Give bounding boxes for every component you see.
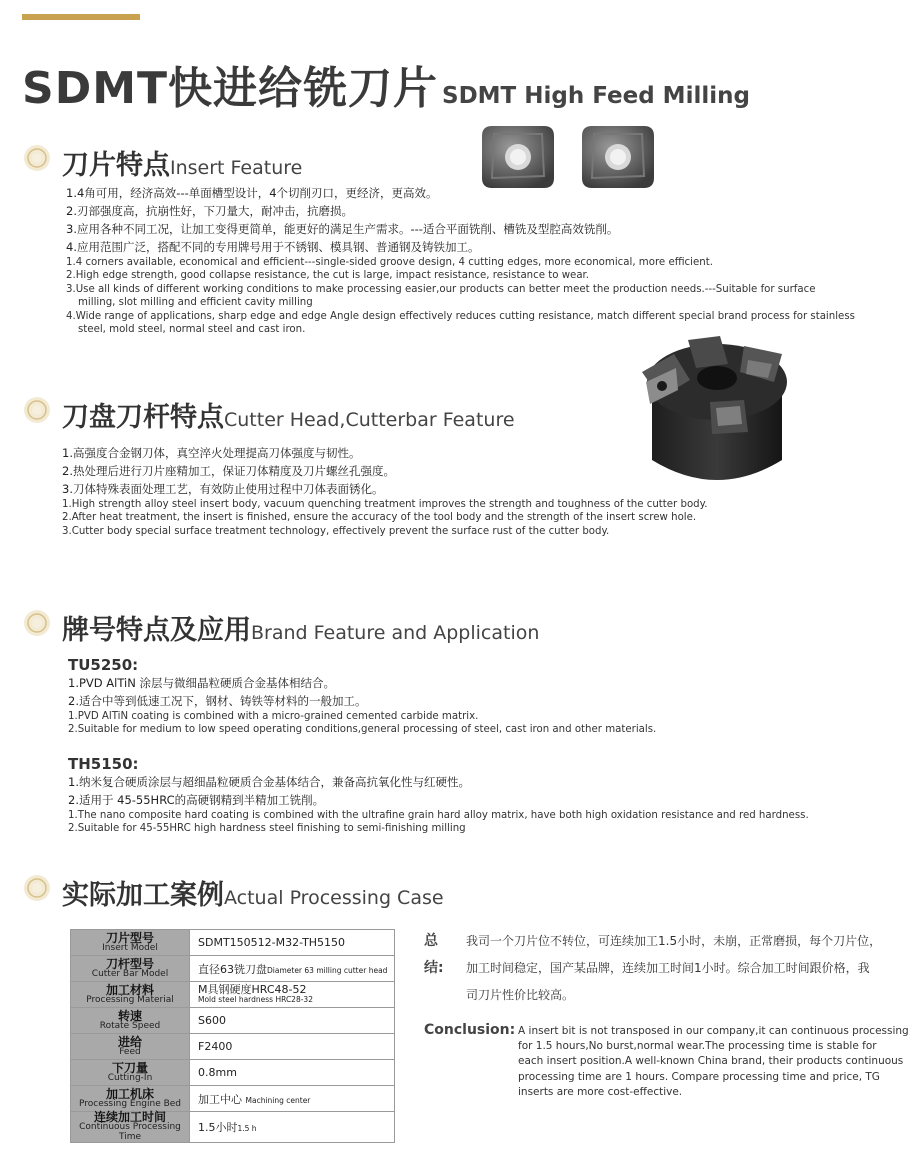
list-item: 2.适合中等到低速工况下，钢材、铸铁等材料的一般加工。 (68, 694, 367, 708)
cutter-feature-cn-list (62, 444, 395, 498)
list-item: 1.High strength alloy steel insert body, vacuum quenching treatment improves the strength and toughness of the cutter body. (62, 499, 708, 510)
list-item: 1.4 corners available, economical and efficient---single-sided groove design, 4 cutting edges, more economical, more efficient. (66, 257, 713, 268)
table-row: 刀杆型号 Cutter Bar Model 直径63铣刀盘Diameter 63 milling cutter head (71, 956, 395, 982)
list-item: milling, slot milling and efficient cavity milling (78, 297, 313, 309)
list-item: 3.Cutter body special surface treatment technology, effectively prevent the surface rust of the cutter body. (62, 525, 610, 537)
circle-bullet-icon (22, 395, 52, 425)
summary-line: 司刀片性价比较高。 (466, 988, 575, 1002)
insert-image-1 (478, 120, 558, 192)
insert-feature-heading: 刀片特点Insert Feature (22, 143, 302, 182)
list-item: 1.4角可用，经济高效---单面槽型设计，4个切削刃口，更经济，更高效。 (66, 186, 438, 200)
list-item: 3.刀体特殊表面处理工艺，有效防止使用过程中刀体表面锈化。 (62, 482, 384, 496)
list-item: 2.热处理后进行刀片座精加工，保证刀体精度及刀片螺丝孔强度。 (62, 464, 395, 478)
list-item: 4.应用范围广泛，搭配不同的专用牌号用于不锈钢、模具钢、普通钢及铸铁加工。 (66, 240, 480, 254)
page-title-en: SDMT High Feed Milling (442, 83, 750, 109)
accent-bar (22, 14, 140, 20)
table-row: 转速 Rotate Speed S600 (71, 1008, 395, 1034)
insert-feature-cn-list (66, 184, 618, 256)
summary-line: each insert position.A well-known China brand, their products continuous (518, 1055, 904, 1068)
brand-feature-heading: 牌号特点及应用Brand Feature and Application (22, 608, 539, 647)
list-item: 3.Use all kinds of different working conditions to make processing easier,our products can better meet the production needs.---Suitable for surface (66, 283, 816, 295)
summary-label-en: Conclusion: (424, 1022, 516, 1038)
summary-line: inserts are more cost-effective. (518, 1085, 683, 1098)
circle-bullet-icon (22, 143, 52, 173)
table-row: 进给 Feed F2400 (71, 1034, 395, 1060)
list-item: 4.Wide range of applications, sharp edge and edge Angle design effectively reduces cutting resistance, match different special brand process for stainless (66, 310, 855, 322)
list-item: 2.Suitable for 45-55HRC high hardness steel finishing to semi-finishing milling (68, 823, 466, 835)
cutter-feature-heading: 刀盘刀杆特点Cutter Head,Cutterbar Feature (22, 395, 515, 434)
list-item: 1.The nano composite hard coating is combined with the ultrafine grain hard alloy matrix, have both high oxidation resistance and red hardness. (68, 810, 809, 821)
list-item: 1.高强度合金钢刀体，真空淬火处理提高刀体强度与韧性。 (62, 446, 361, 460)
list-item: 1.纳米复合硬质涂层与超细晶粒硬质合金基体结合，兼备高抗氧化性与红硬性。 (68, 775, 470, 789)
case-heading: 实际加工案例Actual Processing Case (22, 873, 444, 912)
insert-image-2 (578, 120, 658, 192)
list-item: 2.适用于 45-55HRC的高硬钢精到半精加工铣削。 (68, 793, 325, 807)
list-item: 3.应用各种不同工况，让加工变得更简单，能更好的满足生产需求。---适合平面铣削、槽铣及型腔高效铣削。 (66, 222, 619, 236)
list-item: 2.High edge strength, good collapse resistance, the cut is large, impact resistance, resistance to wear. (66, 270, 590, 282)
summary-label-cn: 总结: (424, 933, 444, 976)
table-row: 加工机床 Processing Engine Bed 加工中心 Machining center (71, 1086, 395, 1112)
summary-line: for 1.5 hours,No burst,normal wear.The processing time is stable for (518, 1040, 877, 1053)
table-row: 加工材料 Processing Material M具钢硬度HRC48-52 Mold steel hardness HRC28-32 (71, 982, 395, 1008)
cutter-head-image (632, 320, 802, 495)
processing-case-table (70, 929, 395, 1143)
page-title (22, 52, 750, 116)
summary-line: A insert bit is not transposed in our company,it can continuous processing (518, 1025, 909, 1037)
circle-bullet-icon (22, 608, 52, 638)
table-row: 连续加工时间 Continuous Processing Time 1.5小时1.5 h (71, 1112, 395, 1143)
brand-name: TH5150: (68, 755, 139, 773)
cutter-feature-en-list (62, 498, 707, 538)
brand-tu5250 (68, 656, 656, 737)
list-item: 2.Suitable for medium to low speed operating conditions,general processing of steel, cast iron and other materials. (68, 724, 657, 736)
list-item: steel, mold steel, normal steel and cast iron. (78, 324, 306, 336)
table-row: 下刀量 Cutting-In 0.8mm (71, 1060, 395, 1086)
list-item: 2.刃部强度高，抗崩性好，下刀量大，耐冲击，抗磨损。 (66, 204, 353, 218)
summary-line: 我司一个刀片位不转位，可连续加工1.5小时，未崩，正常磨损，每个刀片位， (466, 934, 882, 948)
brand-th5150 (68, 755, 809, 836)
page-title-cn: SDMT快进给铣刀片 (22, 63, 439, 114)
summary-line: 加工时间稳定，国产某品牌，连续加工时间1小时。综合加工时间跟价格，我 (466, 961, 870, 975)
circle-bullet-icon (22, 873, 52, 903)
list-item: 2.After heat treatment, the insert is finished, ensure the accuracy of the tool body and the strength of the insert screw hole. (62, 512, 697, 524)
list-item: 1.PVD AlTiN coating is combined with a micro-grained cemented carbide matrix. (68, 711, 479, 722)
list-item: 1.PVD AlTiN 涂层与微细晶粒硬质合金基体相结合。 (68, 676, 335, 690)
brand-name: TU5250: (68, 656, 139, 674)
table-row: 刀片型号 Insert Model SDMT150512-M32-TH5150 (71, 930, 395, 956)
summary-line: processing time are 1 hours. Compare processing time and price, TG (518, 1070, 880, 1083)
